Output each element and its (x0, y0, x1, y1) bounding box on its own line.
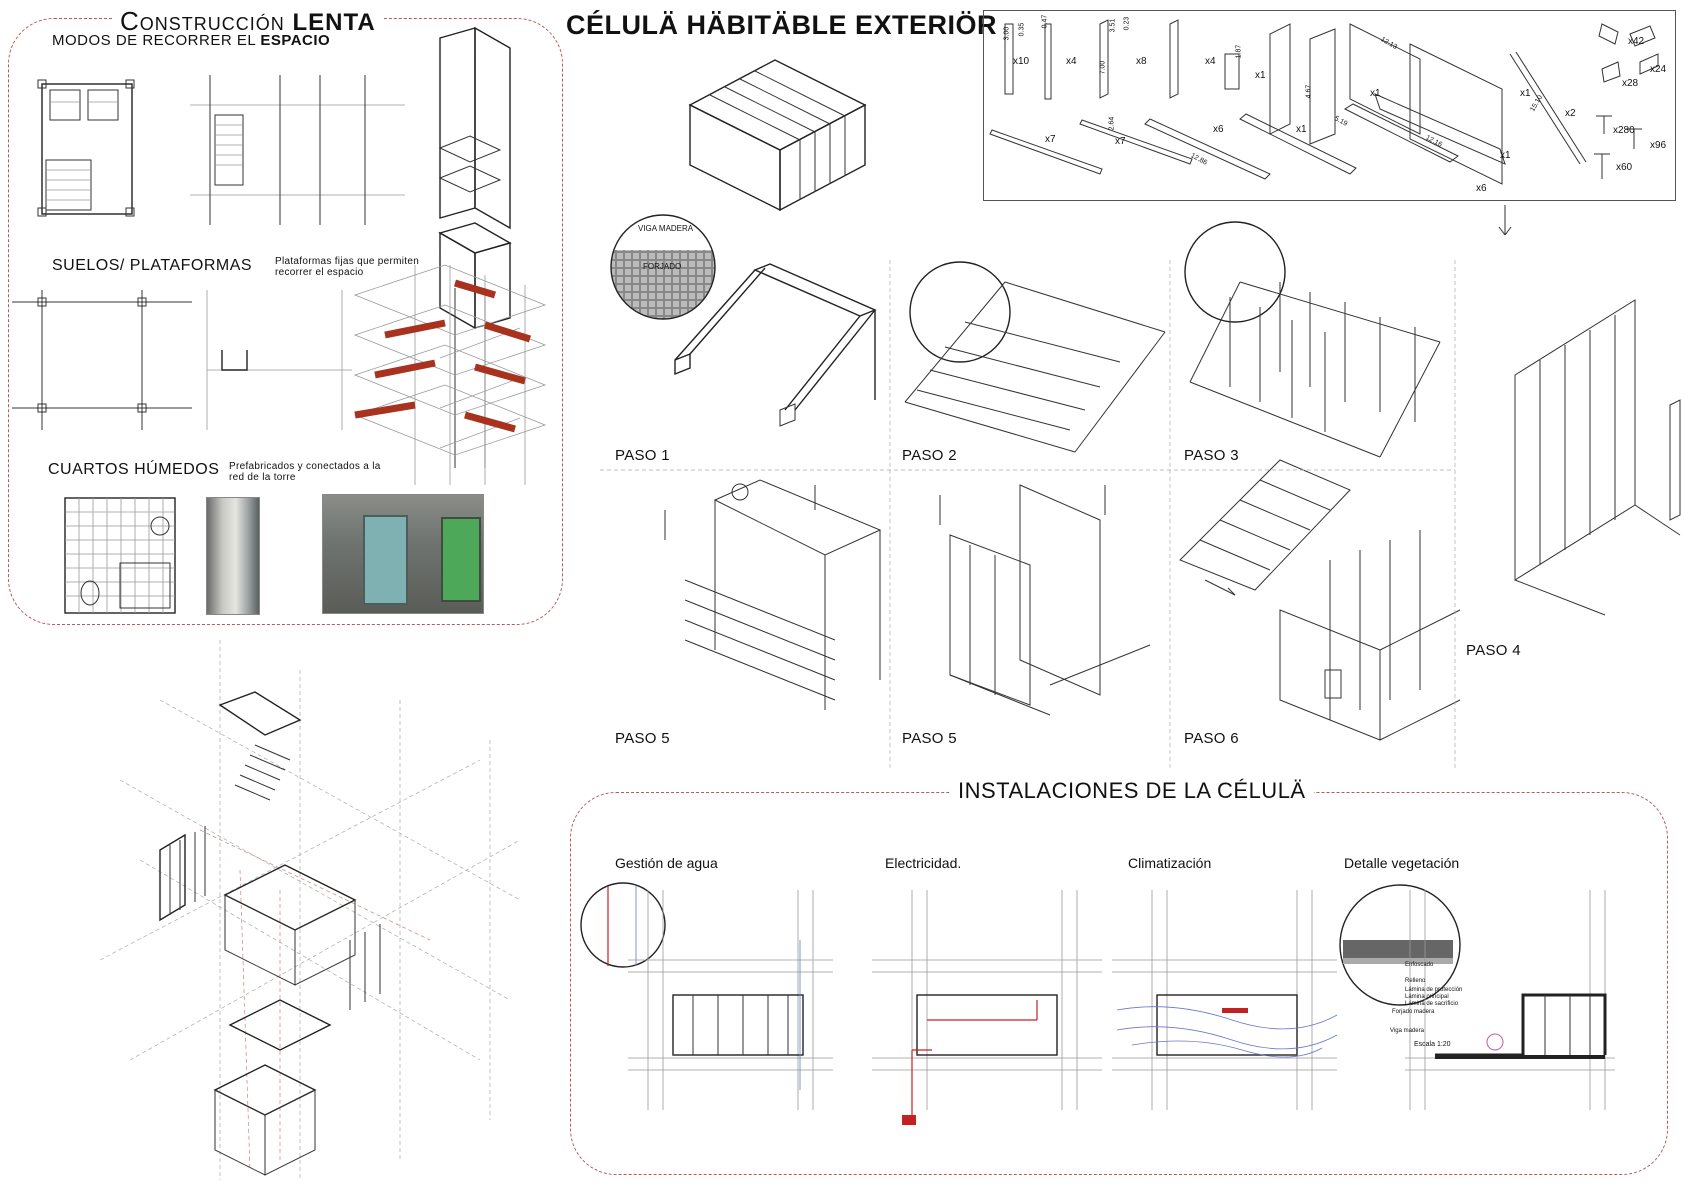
qty-label: x6 (1476, 183, 1487, 194)
floor-plan-structure (12, 290, 352, 440)
dim-label: 3.51 (1109, 18, 1117, 33)
veg-note: Enfoscado (1405, 962, 1434, 968)
water-section (578, 880, 833, 1120)
qty-label: x60 (1616, 162, 1633, 173)
qty-label: x8 (1136, 56, 1147, 67)
scale-note: Escala 1:20 (1414, 1041, 1451, 1048)
step-label: PASO 3 (1184, 447, 1239, 464)
veg-note: Lámina de sacrificio (1405, 1001, 1459, 1007)
veg-note: Viga madera (1390, 1028, 1424, 1034)
dim-label: 4.67 (1305, 84, 1313, 99)
electric-section (872, 880, 1102, 1130)
dim-label: 15.10 (1529, 94, 1545, 113)
main-title: CÉLULÄ HÄBITÄBLE EXTERIÖR (566, 10, 997, 40)
step-label: PASO 1 (615, 447, 670, 464)
section-plan-drawing (190, 75, 405, 225)
qty-label: x28 (1622, 78, 1639, 89)
step-label: PASO 5 (615, 730, 670, 747)
section-note-cuartos: Prefabricados y conectados a la red de la torre (229, 461, 381, 483)
qty-label: x7 (1045, 134, 1056, 145)
vegetation-detail (1335, 880, 1615, 1120)
veg-note: Forjado madera (1392, 1009, 1435, 1015)
panel-subtitle (52, 32, 330, 49)
title-bold: LENTA (292, 9, 376, 36)
install-label: Detalle vegetación (1344, 855, 1460, 871)
section-note-suelos: Plataformas fijas que permiten recorrer el espacio (275, 256, 420, 278)
bathroom-photo-2 (322, 494, 484, 614)
qty-label: x42 (1628, 36, 1645, 47)
subtitle-bold: ESPACIO (260, 32, 331, 49)
subtitle-prefix: MODOS DE RECORRER EL (52, 32, 256, 49)
qty-label: x280 (1613, 125, 1635, 136)
climate-section (1112, 880, 1337, 1120)
qty-label: x96 (1650, 140, 1667, 151)
assembled-cell-isometric (690, 50, 870, 210)
qty-label: x2 (1565, 108, 1576, 119)
qty-label: x10 (1013, 56, 1030, 67)
dim-label: 0.47 (1041, 14, 1049, 29)
installations-title: INSTALACIONES DE LA CÉLULÄ (950, 778, 1314, 804)
qty-label: x1 (1370, 88, 1381, 99)
dim-label: 7.00 (1099, 60, 1107, 75)
parts-drawings (990, 14, 1670, 199)
step-label: PASO 4 (1466, 642, 1521, 659)
qty-label: x6 (1213, 124, 1224, 135)
section-label-suelos: SUELOS/ PLATAFORMAS (52, 257, 253, 274)
exploded-cell-isometric (100, 640, 520, 1180)
forjado-label: FORJADO (643, 262, 682, 271)
section-label-cuartos: CUARTOS HÚMEDOS (48, 461, 220, 478)
qty-label: x1 (1500, 150, 1511, 161)
install-label: Climatización (1128, 855, 1212, 871)
bathroom-plan (65, 498, 175, 613)
qty-label: x4 (1066, 56, 1077, 67)
step-label: PASO 5 (902, 730, 957, 747)
dim-label: 0.23 (1123, 16, 1131, 31)
step-grid-lines (600, 260, 1680, 780)
dim-label: 3.00 (1003, 26, 1011, 41)
qty-label: x1 (1520, 88, 1531, 99)
qty-label: x7 (1115, 136, 1126, 147)
qty-label: x24 (1650, 64, 1667, 75)
title-prefix: Construcción (120, 6, 285, 36)
dim-label: 1.87 (1235, 44, 1243, 59)
dim-label: 2.64 (1108, 116, 1116, 131)
install-label: Electricidad. (885, 855, 962, 871)
veg-note: Relleno (1405, 978, 1426, 984)
viga-label: VIGA MADERA (638, 224, 694, 233)
bathroom-photo-1 (206, 497, 260, 615)
veg-note: Lámina principal (1405, 994, 1449, 1000)
dim-label: 0.35 (1018, 22, 1026, 37)
qty-label: x1 (1255, 70, 1266, 81)
platforms-isometric (355, 265, 555, 485)
dim-label: 12.16 (1424, 134, 1444, 149)
dim-label: 12.13 (1379, 36, 1399, 51)
veg-note: Lámina de protección (1405, 987, 1463, 993)
qty-label: x1 (1296, 124, 1307, 135)
install-label: Gestión de agua (615, 855, 718, 871)
stair-plan-drawing (38, 80, 138, 220)
qty-label: x4 (1205, 56, 1216, 67)
dim-label: 12.86 (1189, 152, 1209, 167)
step-label: PASO 2 (902, 447, 957, 464)
step-label: PASO 6 (1184, 730, 1239, 747)
dim-label: 5.19 (1333, 115, 1349, 128)
